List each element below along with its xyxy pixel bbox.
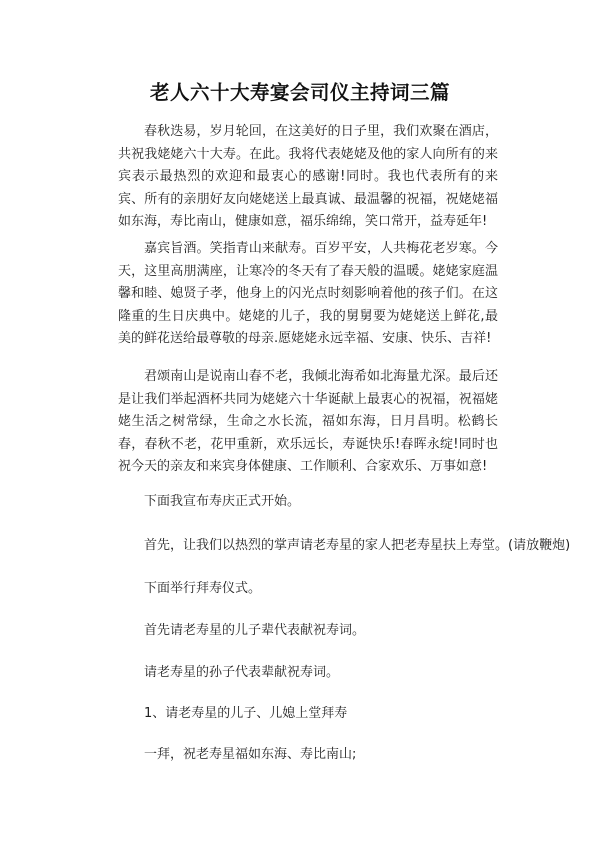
ceremony-start-line: 下面我宣布寿庆正式开始。: [144, 494, 301, 509]
family-escort-line: 首先，让我们以热烈的掌声请老寿星的家人把老寿星扶上寿堂。(请放鞭炮): [144, 538, 571, 553]
sons-speech-line: 首先请老寿星的儿子辈代表献祝寿词。: [144, 623, 366, 638]
grandchildren-speech-line: 请老寿星的孙子代表辈献祝寿词。: [144, 665, 340, 680]
paragraph-toast: 君颂南山是说南山春不老，我倾北海希如北海量尤深。最后还是让我们举起酒杯共同为姥姥六十华诞献上最衷心的祝福，祝福姥姥生活之树常绿，生命之水长流，福如东海，日月昌明。松鹤长春，春秋不老，花甲重新，欢乐远长，寿诞快乐!春晖永绽!同时也祝今天的亲友和来宾身体健康、工作顺利、合家欢乐、万事如意!: [118, 369, 498, 474]
paragraph-opening: 春秋迭易，岁月轮回，在这美好的日子里，我们欢聚在酒店，共祝我姥姥六十大寿。在此。我将代表姥姥及他的家人向所有的来宾表示最热烈的欢迎和最衷心的感谢!同时。我也代表所有的来宾、所有的亲朋好友向姥姥送上最真诚、最温馨的祝福，祝姥姥福如东海，寿比南山，健康如意，福乐绵绵，笑口常开，益寿延年!: [118, 124, 498, 229]
step-one-line: 1、请老寿星的儿子、儿媳上堂拜寿: [144, 706, 348, 721]
paragraph-blessing: 嘉宾旨酒。笑指青山来献寿。百岁平安，人共梅花老岁寒。今天，这里高朋满座，让寒冷的冬天有了春天般的温暖。姥姥家庭温馨和睦、媳贤子孝，他身上的闪光点时刻影响着他的孩子们。在这隆重的生日庆典中。姥姥的儿子，我的舅舅要为姥姥送上鲜花,最美的鲜花送给最尊敬的母亲.愿姥姥永远幸福、安康、快乐、吉祥!: [118, 241, 498, 346]
birthday-ritual-line: 下面举行拜寿仪式。: [144, 581, 262, 596]
first-bow-line: 一拜，祝老寿星福如东海、寿比南山;: [144, 747, 357, 762]
document-title: 老人六十大寿宴会司仪主持词三篇: [149, 81, 450, 104]
